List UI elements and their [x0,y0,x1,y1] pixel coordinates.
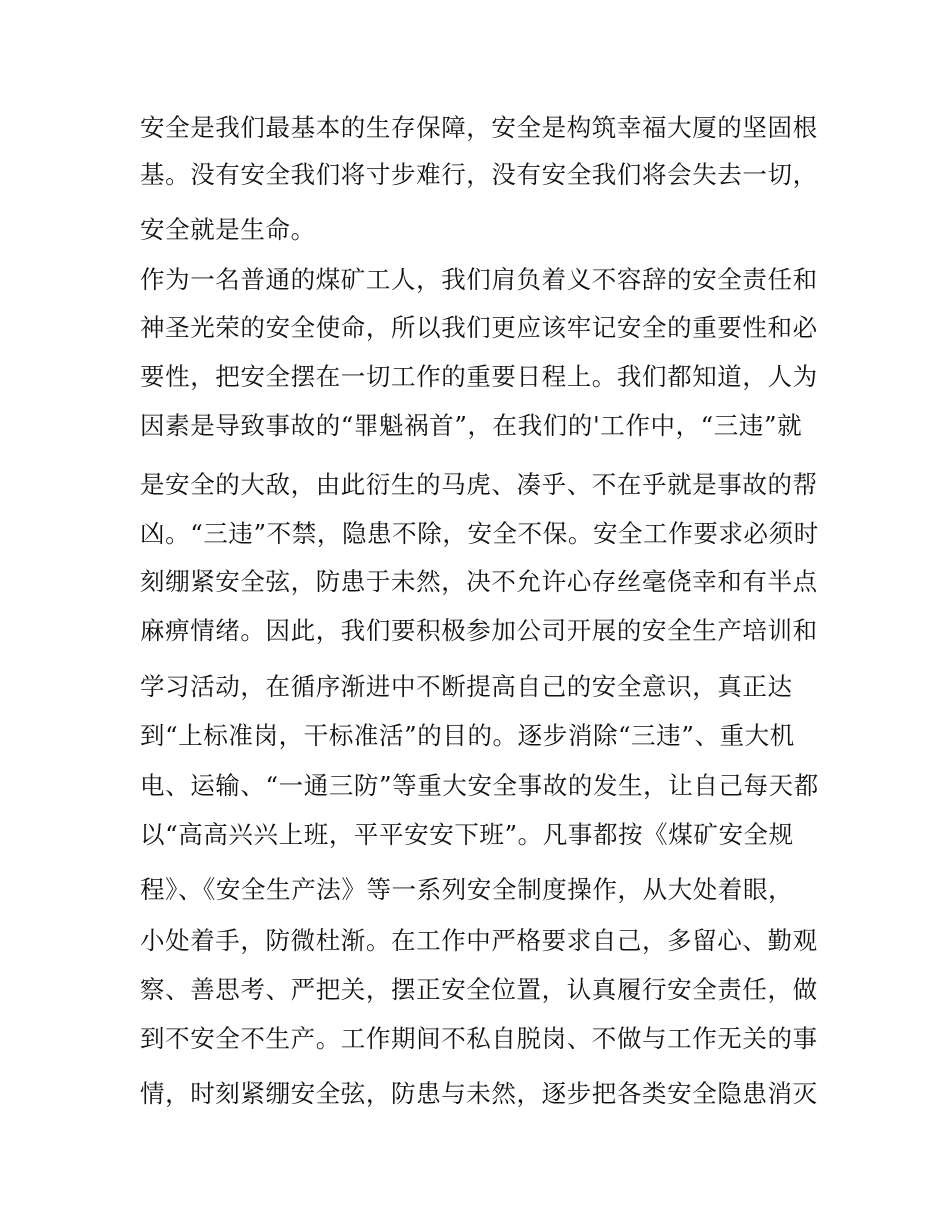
text-line: 到“上标准岗，干标准活”的目的。逐步消除“三违”、重大机 [140,721,795,750]
text-line: 安全是我们最基本的生存保障，安全是构筑幸福大厦的坚固根 [140,113,818,142]
text-line: 刻绷紧安全弦，防患于未然，决不允许心存丝毫侥幸和有半点 [140,567,818,596]
text-line: 神圣光荣的安全使命，所以我们更应该牢记安全的重要性和必 [140,313,818,342]
text-line: 以“高高兴兴上班，平平安安下班”。凡事都按《煤矿安全规 [140,820,794,849]
text-line: 基。没有安全我们将寸步难行，没有安全我们将会失去一切， [140,160,818,189]
text-line: 凶。“三违”不禁，隐患不除，安全不保。安全工作要求必须时 [140,519,819,548]
text-line: 安全就是生命。 [140,215,316,244]
text-line: 察、善思考、严把关，摆正安全位置，认真履行安全责任，做 [140,975,818,1004]
text-line: 麻痹情绪。因此，我们要积极参加公司开展的安全生产培训和 [140,616,818,645]
text-line: 因素是导致事故的“罪魁祸首”，在我们的'工作中，“三违”就 [140,411,803,440]
text-line: 情，时刻紧绷安全弦，防患与未然，逐步把各类安全隐患消灭 [140,1079,818,1108]
text-line: 电、运输、“一通三防”等重大安全事故的发生，让自己每天都 [140,771,819,800]
text-line: 是安全的大敌，由此衍生的马虎、凑乎、不在乎就是事故的帮 [140,470,818,499]
text-line: 作为一名普通的煤矿工人，我们肩负着义不容辞的安全责任和 [140,265,818,294]
text-line: 到不安全不生产。工作期间不私自脱岗、不做与工作无关的事 [140,1024,818,1053]
text-line: 程》、《安全生产法》等一系列安全制度操作，从大处着眼， [140,875,794,904]
text-line: 要性，把安全摆在一切工作的重要日程上。我们都知道，人为 [140,362,818,391]
text-line: 小处着手，防微杜渐。在工作中严格要求自己，多留心、勤观 [140,926,818,955]
text-line: 学习活动，在循序渐进中不断提高自己的安全意识，真正达 [140,672,793,701]
